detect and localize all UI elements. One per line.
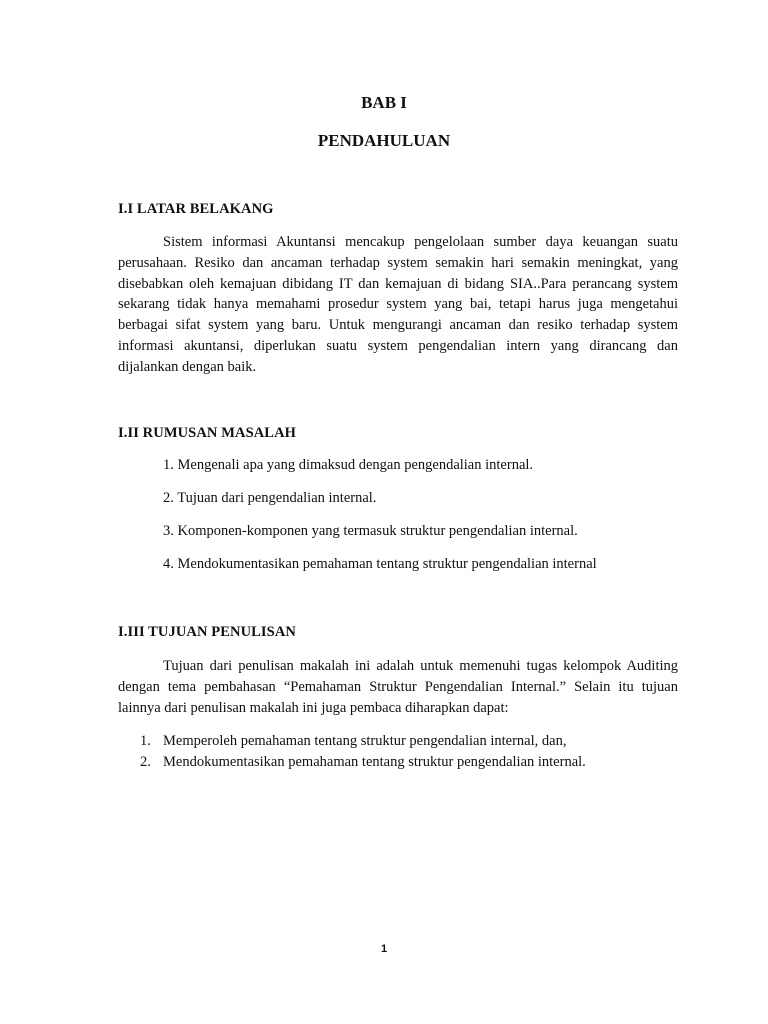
section-heading-latar-belakang: I.I LATAR BELAKANG [118,201,274,217]
paragraph-line: sekarang tidak hanya memahami prosedur system yang bai, tetapi harus juga mengetahui [118,296,678,313]
rumusan-item-2: 2. Tujuan dari pengendalian internal. [163,490,377,506]
paragraph-line: Tujuan dari penulisan makalah ini adalah untuk memenuhi tugas kelompok Auditing [163,658,678,674]
chapter-title: PENDAHULUAN [317,131,451,150]
list-item-text: Mendokumentasikan pemahaman tentang struktur pengendalian internal. [163,754,586,770]
rumusan-item-3: 3. Komponen-komponen yang termasuk struktur pengendalian internal. [163,523,578,539]
rumusan-item-4: 4. Mendokumentasikan pemahaman tentang struktur pengendalian internal [163,556,597,572]
list-item-number: 1. [140,733,151,749]
paragraph-line: Sistem informasi Akuntansi mencakup pengelolaan sumber daya keuangan suatu [163,234,678,250]
paragraph-line: disebabkan oleh kemajuan dibidang IT dan kemajuan di bidang SIA..Para perancang system [118,275,678,292]
paragraph-line: berbagai sifat system yang baru. Untuk mengurangi ancaman dan resiko terhadap system [118,317,678,334]
paragraph-tujuan-penulisan [118,656,678,718]
list-item [118,731,678,752]
list-item [118,752,678,773]
paragraph-line: dijalankan dengan baik. [118,358,257,375]
section-heading-tujuan-penulisan: I.III TUJUAN PENULISAN [118,624,296,640]
tujuan-list [118,731,678,773]
paragraph-line: perusahaan. Resiko dan ancaman terhadap system semakin hari semakin meningkat, yang [118,254,678,271]
list-item-number: 2. [140,754,151,770]
paragraph-line: lainnya dari penulisan makalah ini juga pembaca diharapkan dapat: [118,699,509,716]
chapter-label: BAB I [361,93,407,112]
list-item-text: Memperoleh pemahaman tentang struktur pengendalian internal, dan, [163,733,567,749]
section-heading-rumusan-masalah: I.II RUMUSAN MASALAH [118,425,297,441]
page-number: 1 [380,943,388,955]
paragraph-latar-belakang [118,232,678,378]
rumusan-item-1: 1. Mengenali apa yang dimaksud dengan pengendalian internal. [163,457,534,473]
paragraph-line: dengan tema pembahasan “Pemahaman Struktur Pengendalian Internal.” Selain itu tujuan [118,678,678,695]
paragraph-line: informasi akuntansi, diperlukan suatu system pengendalian intern yang dirancang dan [118,337,678,354]
